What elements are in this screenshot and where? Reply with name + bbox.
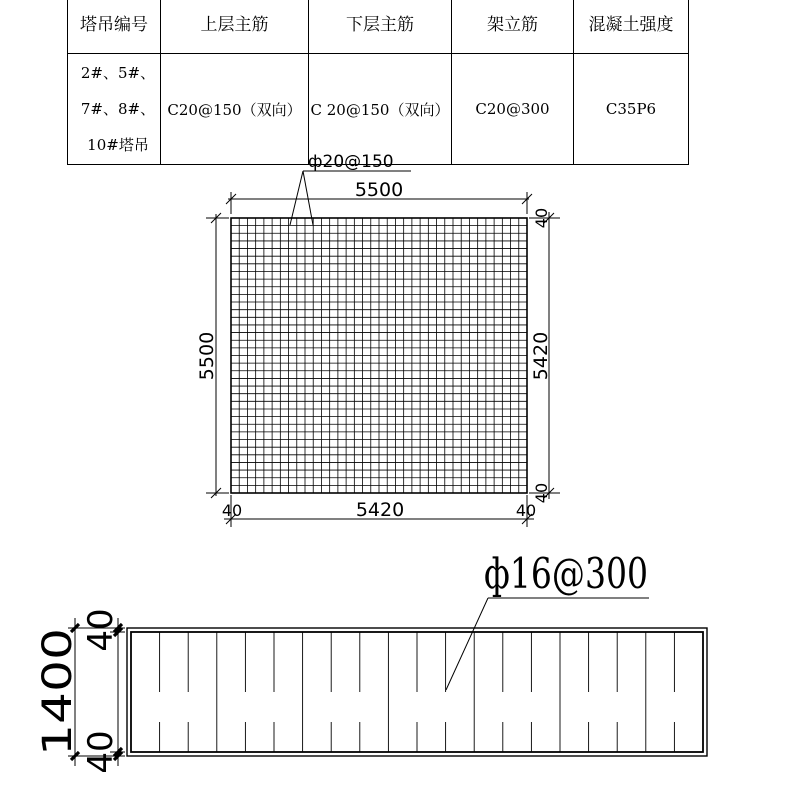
dim-width-bottom: 5420 bbox=[355, 499, 405, 521]
cell-support-rebar: C20@300 bbox=[452, 54, 574, 165]
section-rebar-label: ф16@300 bbox=[484, 549, 648, 598]
header-top-rebar: 上层主筋 bbox=[161, 0, 309, 54]
tower-line-3: 10#塔吊 bbox=[87, 136, 149, 154]
dim-edge-right: 40 bbox=[515, 501, 537, 520]
cell-top-rebar: C20@150（双向） bbox=[161, 54, 309, 165]
dim-height-left: 5500 bbox=[196, 331, 218, 381]
dim-edge-left: 40 bbox=[221, 501, 243, 520]
cell-concrete: C35P6 bbox=[574, 54, 689, 165]
section-rebar-leader bbox=[446, 598, 649, 690]
cell-bottom-rebar: C 20@150（双向） bbox=[309, 54, 452, 165]
rebar-mesh-grid bbox=[231, 218, 527, 493]
dim-height-right: 5420 bbox=[530, 331, 552, 381]
tower-line-2: 7#、8#、 bbox=[80, 100, 156, 118]
section-cover-bottom: 40 bbox=[81, 730, 121, 774]
section-cover-top: 40 bbox=[81, 608, 121, 652]
plan-rebar-label: ф20@150 bbox=[308, 152, 394, 172]
dim-width-top: 5500 bbox=[354, 179, 404, 201]
section-vertical-bars bbox=[160, 632, 675, 752]
tower-line-1: 2#、5#、 bbox=[80, 64, 156, 82]
header-support-rebar: 架立筋 bbox=[452, 0, 574, 54]
dim-edge-top-right: 40 bbox=[532, 207, 551, 229]
header-tower-id: 塔吊编号 bbox=[68, 0, 161, 54]
header-concrete: 混凝土强度 bbox=[574, 0, 689, 54]
section-depth-dim: 1400 bbox=[35, 654, 81, 756]
header-bottom-rebar: 下层主筋 bbox=[309, 0, 452, 54]
dim-edge-bottom-right: 40 bbox=[532, 482, 551, 504]
